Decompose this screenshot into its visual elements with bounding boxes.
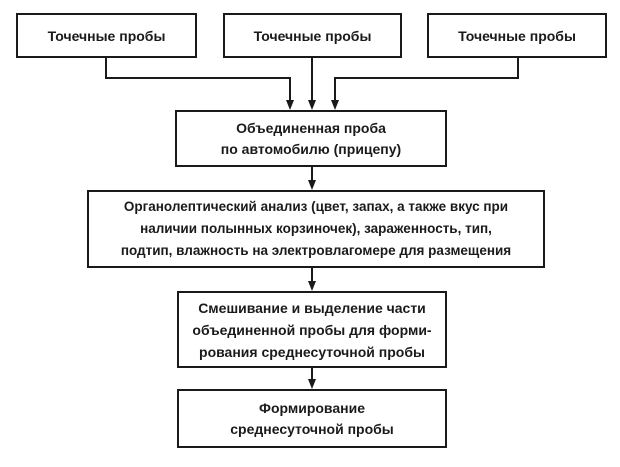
connector-left-stub (105, 58, 107, 79)
flow-box-label-line: подтип, влажность на электровлагомере для размещения (120, 243, 512, 258)
flow-box-label-line: по автомобилю (прицепу) (220, 140, 402, 157)
arrowhead-mixing-down-icon (308, 281, 316, 291)
flow-box-daily-average-sample (177, 389, 447, 448)
flow-box-label-line: наличии полынных корзиночек), зараженность, тип, (140, 221, 492, 236)
arrowhead-form-down-icon (308, 379, 316, 389)
flow-box-label-line: Смешивание и выделение части (198, 299, 426, 316)
flow-box-label-line: объединенной пробы для форми- (192, 321, 432, 338)
flow-box-label: Точечные пробы (253, 27, 372, 44)
flow-box-label-line: Объединенная проба (236, 119, 386, 136)
flow-box-spot-sample-2 (223, 13, 402, 58)
connector-left-drop (289, 77, 291, 102)
flow-box-combined-sample (175, 110, 447, 167)
flow-box-label: Точечные пробы (458, 27, 576, 44)
flow-box-label-line: рования среднесуточной пробы (199, 343, 425, 360)
connector-center-drop (311, 58, 313, 102)
flow-box-label: Точечные пробы (47, 27, 166, 44)
connector-right-drop (334, 77, 336, 102)
connector-right-horizontal (334, 77, 519, 79)
flow-box-spot-sample-3 (427, 13, 607, 58)
arrowhead-right-down-icon (331, 100, 339, 110)
arrowhead-organo-down-icon (308, 180, 316, 190)
flow-box-label-line: Формирование (259, 399, 365, 416)
flow-box-label-line: среднесуточной пробы (230, 420, 394, 437)
arrowhead-left-down-icon (286, 100, 294, 110)
arrowhead-center-down-icon (308, 100, 316, 110)
flow-box-mixing-separation (177, 291, 447, 368)
flow-box-organoleptic-analysis (87, 190, 545, 268)
flow-box-spot-sample-1 (16, 13, 197, 58)
flow-box-label-line: Органолептический анализ (цвет, запах, а также вкус при (123, 199, 509, 214)
connector-right-stub (517, 58, 519, 79)
connector-left-horizontal (105, 77, 291, 79)
